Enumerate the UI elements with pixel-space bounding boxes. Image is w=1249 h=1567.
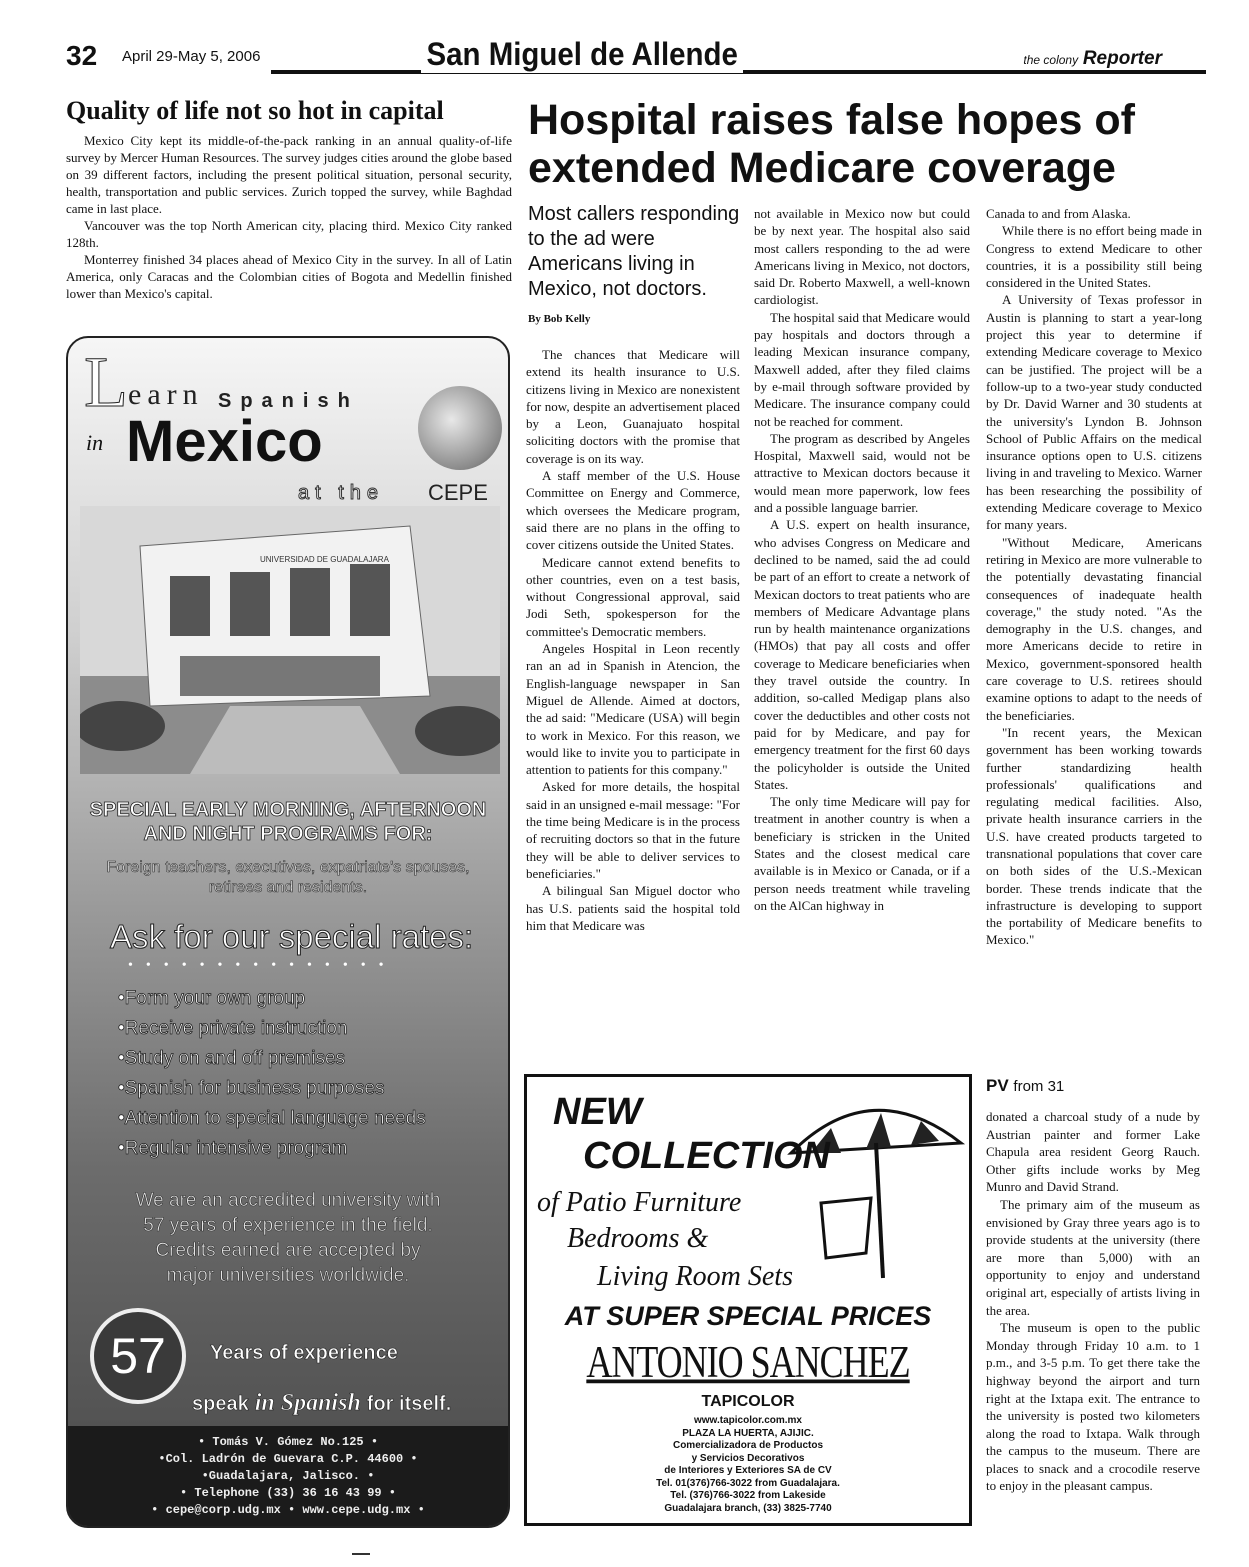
ad-offer-item: •Spanish for business purposes bbox=[118, 1078, 385, 1099]
ad-accreditation-line: major universities worldwide. bbox=[166, 1265, 410, 1286]
article-paragraph: Medicare cannot extend benefits to other countries, even on a test basis, without Congressional approval, said Jodi Seth, spokesperson for the committee's Democratic members. bbox=[526, 554, 740, 639]
article-paragraph: While there is no effort being made in Congress to extend Medicare to other countries, it is a possibility still being considered in the United States. bbox=[986, 223, 1202, 291]
article-paragraph: The program as described by Angeles Hospital, Maxwell said, would not be attractive to Mexican doctors because it would mean more paperwork, low fees and a possible language barrier. bbox=[754, 430, 970, 516]
article-paragraph: Angeles Hospital in Leon recently ran an ad in Spanish in Atencion, the English-language newspaper in San Miguel de Allende. Aimed at doctors, the ad said: "Medicare (USA) will begin to work in Mexico. For this reason, we would like to invite you to participate in attention to patients for this company." bbox=[526, 641, 740, 778]
pv-continuation-head bbox=[986, 1076, 1064, 1096]
ad-info-line: Tel. 01(376)766-3022 from Guadalajara. bbox=[656, 1477, 840, 1489]
ad-info-line: y Servicios Decorativos bbox=[691, 1452, 805, 1464]
ad-address-line: •Col. Ladrón de Guevara C.P. 44600 • bbox=[158, 1452, 418, 1466]
cepe-spanish-school-ad bbox=[66, 336, 510, 1528]
article-paragraph: A U.S. expert on health insurance, who advises Congress on Medicare and declined to be named, said the ad could be part of an effort to create a network of Mexican doctors to treat patients who are members of Medicare Advantage plans run by health maintenance organizations (HMOs) that pay all costs and offer coverage to Medicare beneficiaries when they travel outside the country. In addition, so-called Medigap plans also cover the deductibles and other costs not paid for by Medicare, and pay for emergency treatment for the first 60 days the policyholder is outside the United States. bbox=[754, 517, 970, 792]
page-number: 32 bbox=[66, 40, 98, 71]
ad-at-the: at the bbox=[298, 482, 385, 504]
ad-offer-list bbox=[118, 984, 426, 1164]
page-scan-mark bbox=[352, 1553, 370, 1555]
quality-of-life-article bbox=[66, 96, 512, 302]
byline: By Bob Kelly bbox=[528, 313, 591, 325]
ad-audience-line: retirees and residents. bbox=[208, 879, 368, 896]
article-headline: Quality of life not so hot in capital bbox=[66, 96, 444, 125]
article-paragraph: Canada to and from Alaska. bbox=[986, 206, 1131, 221]
article-paragraph: Mexico City kept its middle-of-the-pack ranking in an annual quality-of-life survey by Mercer Human Resources. The survey judges cities around the globe based on 39 different factors, including the present political situation, personal security, health, transportation and public services. Zurich topped the survey, while Baghdad came in last place. bbox=[66, 133, 512, 216]
issue-date: April 29-May 5, 2006 bbox=[122, 48, 261, 65]
article-paragraph: The museum is open to the public Monday through Friday 10 a.m. to 1 p.m., and 3-5 p.m. To get there take the highway beyond the airport and turn right at the Ixtapa exit. The entrance to the university is posted two kilometers along the road to Ixtapa. Walk through the campus to the museum. There are places to snack and a crocodile reserve to enjoy in the pleasant campus. bbox=[986, 1320, 1200, 1494]
years-badge: 57 bbox=[90, 1308, 186, 1404]
ad-years-experience: Years of experience bbox=[210, 1342, 398, 1364]
ad-contact-info bbox=[527, 1415, 969, 1515]
ad-address-line: • cepe@corp.udg.mx • www.cepe.udg.mx • bbox=[151, 1503, 425, 1517]
ad-info-line: PLAZA LA HUERTA, AJIJIC. bbox=[682, 1427, 814, 1439]
article-paragraph: The hospital said that Medicare would pay hospitals and doctors through a leading Mexican insurance company, Maxwell added, after they filed claims by e-mail through software provided by Medicare. The insurance company could not be reached for comment. bbox=[754, 309, 970, 429]
article-paragraph: The chances that Medicare will extend its health insurance to U.S. citizens living in Mexico are nonexistent for now, despite an advertisement placed by a Leon, Guanajuato hospital soliciting doctors with the promise that coverage is on its way. bbox=[526, 347, 740, 466]
ad-audience bbox=[68, 858, 508, 898]
ad-speak-word: speak bbox=[192, 1393, 249, 1415]
newspaper-name-prefix: the colony bbox=[1023, 53, 1079, 67]
ad-info-line: Comercializadora de Productos bbox=[672, 1440, 824, 1451]
article-paragraph: The only time Medicare will pay for treatment in another country is when a beneficiary is stricken in the United States and the closest medical care available is in Mexico or Canada, or if a person needs treatment while traveling on the AlCan highway in bbox=[754, 794, 970, 913]
ad-speak-end: for itself. bbox=[366, 1393, 452, 1415]
building-sign-text: UNIVERSIDAD DE GUADALAJARA bbox=[260, 555, 389, 564]
ad-living-room: Living Room Sets bbox=[597, 1261, 793, 1292]
ad-spanish-word: Spanish bbox=[218, 390, 359, 412]
ad-offer-item: •Form your own group bbox=[118, 988, 306, 1009]
article-paragraph: donated a charcoal study of a nude by Austrian painter and former Lake Chapula area resident Georg Rauch. Other gifts include works by Meg Munro and David Strand. bbox=[986, 1109, 1200, 1195]
ad-new: NEW bbox=[553, 1091, 642, 1133]
article-paragraph: A staff member of the U.S. House Committee on Energy and Commerce, which oversees the Medicare program, said there are no plans in the offing to cover citizens outside the United States. bbox=[526, 468, 740, 553]
globe-logo-icon bbox=[418, 386, 502, 470]
ad-info-line: Tel. (376)766-3022 from Lakeside bbox=[670, 1490, 826, 1501]
ad-address-line: • Telephone (33) 36 16 43 99 • bbox=[179, 1486, 397, 1500]
ad-info-line: www.tapicolor.com.mx bbox=[694, 1415, 802, 1426]
article-column-1 bbox=[526, 346, 740, 934]
ad-collection: COLLECTION bbox=[583, 1135, 830, 1177]
pv-jump-label: from 31 bbox=[1013, 1078, 1065, 1095]
newspaper-name bbox=[1019, 48, 1166, 70]
ad-special-line: SPECIAL EARLY MORNING, AFTERNOON bbox=[89, 799, 487, 821]
ad-speak-tagline bbox=[192, 1390, 451, 1417]
ad-accreditation-line: Credits earned are accepted by bbox=[155, 1240, 421, 1261]
ad-super-prices: AT SUPER SPECIAL PRICES bbox=[564, 1301, 932, 1331]
article-paragraph: Asked for more details, the hospital said in an unsigned e-mail message: "For the time being Medicare is in the process of recruiting doctors so that in the future they will be able to deliver services to beneficiaries." bbox=[526, 779, 740, 881]
article-paragraph: A University of Texas professor in Austin is planning to start a year-long project this year to determine if extending Medicare coverage to Mexico can be justified. The project will be a follow-up to a two-year study conducted by Dr. David Warner and 30 students at the university's Lyndon B. Johnson School of Public Affairs on the medical insurance options open to U.S. citizens living in and traveling to Mexico. Warner has been researching the possibility of extending Medicare coverage to Mexico for many years. bbox=[986, 292, 1202, 533]
ad-audience-line: Foreign teachers, executives, expatriate's spouses, bbox=[106, 859, 470, 876]
medicare-headline: Hospital raises false hopes of extended Medicare coverage bbox=[528, 96, 1135, 192]
article-paragraph: Vancouver was the top North American city, placing third. Mexico City ranked 128th. bbox=[66, 218, 512, 250]
section-title: San Miguel de Allende bbox=[421, 36, 743, 73]
ad-cepe-name: CEPE bbox=[428, 480, 488, 505]
article-paragraph: A bilingual San Miguel doctor who has U.S. patients said the hospital told him that Medicare was bbox=[526, 883, 740, 933]
ad-speak-script: in Spanish bbox=[254, 1390, 361, 1416]
university-building-photo bbox=[80, 506, 500, 774]
article-deck: Most callers responding to the ad were Americans living in Mexico, not doctors. bbox=[528, 203, 740, 300]
ad-brand-tapicolor: TAPICOLOR bbox=[701, 1393, 795, 1410]
ad-offer-item: •Regular intensive program bbox=[118, 1138, 348, 1159]
patio-umbrella-icon bbox=[771, 1083, 971, 1283]
ad-special-programs bbox=[68, 798, 508, 846]
ad-in-word: in bbox=[86, 430, 104, 455]
article-paragraph: Monterrey finished 34 places ahead of Mexico City in the survey. In all of Latin America, only Caracas and the Colombian cities of Bogota and Medellin finished lower than Mexico's capital. bbox=[66, 252, 512, 301]
ad-ask-special-rates: Ask for our special rates: bbox=[110, 918, 474, 955]
ad-special-line: AND NIGHT PROGRAMS FOR: bbox=[143, 823, 433, 845]
ad-patio-furniture: of Patio Furniture bbox=[537, 1187, 742, 1218]
ad-info-line: Guadalajara branch, (33) 3825-7740 bbox=[664, 1502, 832, 1514]
masthead bbox=[66, 36, 1206, 80]
article-column-2 bbox=[754, 205, 970, 914]
ad-mexico-word: Mexico bbox=[126, 409, 323, 474]
ad-offer-item: •Receive private instruction bbox=[118, 1018, 348, 1039]
ad-offer-item: •Study on and off premises bbox=[118, 1048, 346, 1069]
ad-offer-item: •Attention to special language needs bbox=[118, 1108, 426, 1129]
ad-address-line: •Guadalajara, Jalisco. • bbox=[201, 1469, 375, 1483]
newspaper-name-main: Reporter bbox=[1082, 48, 1162, 69]
ad-bedrooms: Bedrooms & bbox=[567, 1223, 709, 1254]
ad-accreditation-line: 57 years of experience in the field. bbox=[143, 1215, 433, 1236]
article-paragraph: not available in Mexico now but could be by next year. The hospital also said most callers responding to the ad were Americans living in Mexico, not doctors, said Dr. Roberto Maxwell, a well-known cardiologist. bbox=[754, 206, 970, 308]
pv-label: PV bbox=[986, 1076, 1009, 1095]
article-column-3 bbox=[986, 205, 1202, 949]
ad-learn-initial: L bbox=[84, 342, 128, 422]
ad-accreditation bbox=[68, 1188, 508, 1288]
article-paragraph: "Without Medicare, Americans retiring in Mexico are more vulnerable to the potentially devastating financial consequences of inadequate health coverage," the study noted. "As the demography in the U.S. changes, and more Americans decide to retire in Mexico, government-sponsored health care coverage to U.S. retirees should examine options to adapt to the needs of the beneficiaries. bbox=[986, 534, 1202, 723]
ad-accreditation-line: We are an accredited university with bbox=[135, 1190, 441, 1211]
ad-learn-word: earn bbox=[128, 378, 204, 411]
article-paragraph: The primary aim of the museum as envisioned by Gray three years ago is to provide students at the university (there are more than 5,000) with an opportunity to enjoy and understand original art, especially of artists living in the area. bbox=[986, 1196, 1200, 1318]
ad-contact-address bbox=[68, 1426, 508, 1526]
ad-dot-divider: ••••••••••••••• bbox=[128, 958, 397, 973]
pv-article-column bbox=[986, 1108, 1200, 1495]
article-paragraph: "In recent years, the Mexican government has been working towards further standardizing health professionals' qualifications and regulating medical facilities. Also, private health insurance carriers in the U.S. have created products targeted to transnational populations that cover care on both sides of the U.S.-Mexican border. These trends indicate that the infrastructure is developing to support the portability of Medicare benefits to Mexico." bbox=[986, 724, 1202, 948]
ad-info-line: de Interiores y Exteriores SA de CV bbox=[664, 1465, 832, 1476]
ad-antonio-sanchez: ANTONIO SANCHEZ bbox=[586, 1337, 910, 1387]
tapicolor-furniture-ad bbox=[524, 1074, 972, 1526]
ad-address-line: • Tomás V. Gómez No.125 • bbox=[197, 1435, 379, 1449]
